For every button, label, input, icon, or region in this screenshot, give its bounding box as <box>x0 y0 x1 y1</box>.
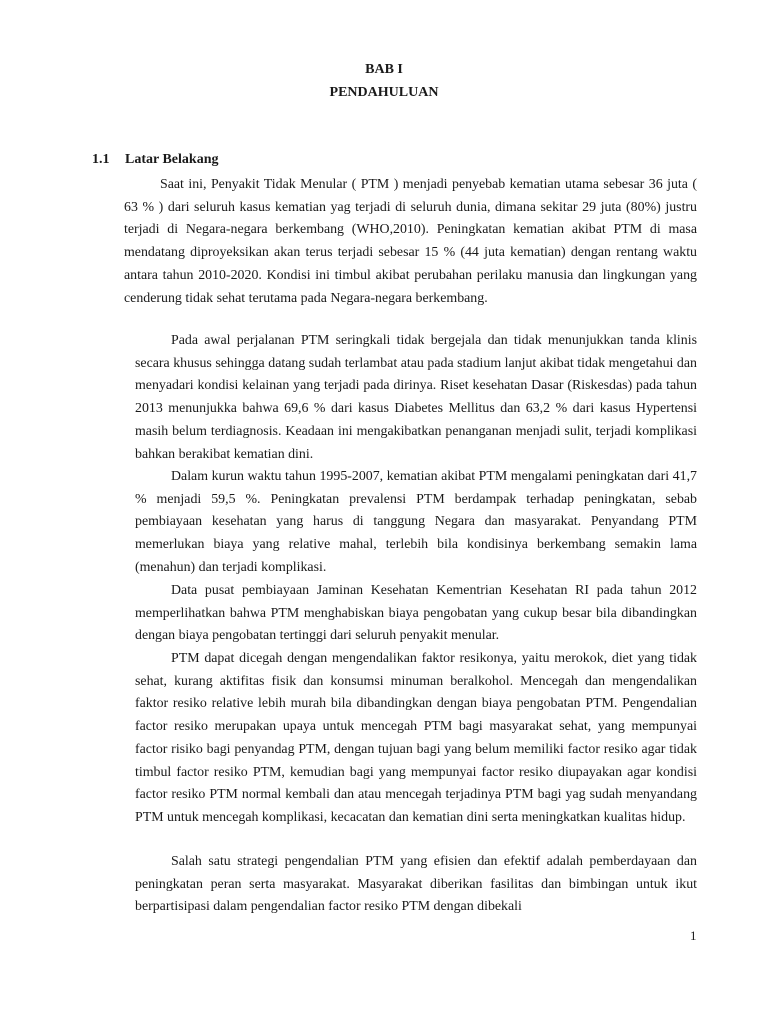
chapter-heading: BAB I <box>365 62 403 77</box>
page-number: 1 <box>690 928 697 943</box>
paragraph-6: Salah satu strategi pengendalian PTM yang efisien dan efektif adalah pemberdayaan dan peningkatan peran serta masyarakat. Masyarakat diberikan fasilitas dan bimbingan untuk ikut berpartisipasi dalam pengendalian factor resiko PTM dengan dibekali <box>135 854 697 915</box>
paragraph-3: Dalam kurun waktu tahun 1995-2007, kematian akibat PTM mengalami peningkatan dari 41,7 % menjadi 59,5 %. Peningkatan prevalensi PTM berdampak terhadap peningkatan, sebab pembiayaan kesehatan yang harus di tanggung Negara dan masyarakat. Penyandang PTM memerlukan biaya yang relative mahal, terlebih bila kondisinya berkembang semakin lama (menahun) dan terjadi komplikasi. <box>135 469 697 575</box>
section-title: Latar Belakang <box>125 152 219 167</box>
paragraph-5: PTM dapat dicegah dengan mengendalikan faktor resikonya, yaitu merokok, diet yang tidak sehat, kurang aktifitas fisik dan konsumsi minuman beralkohol. Mencegah dan mengendalikan faktor resiko relative lebih murah bila dibandingkan dengan biaya pengobatan PTM. Pengendalian factor resiko merupakan upaya untuk mencegah PTM bagi masyarakat sehat, yang mempunyai factor risiko bagi penyandag PTM, dengan tujuan bagi yang belum memiliki factor resiko agar tidak timbul factor resiko PTM, kemudian bagi yang mempunyai factor resiko diupayakan agar kondisi factor resiko PTM normal kembali dan atau mencegah terjadinya PTM bagi yag sudah menyandang PTM untuk mencegah komplikasi, kecacatan dan kematian dini serta meningkatkan kualitas hidup. <box>135 651 697 825</box>
section-number: 1.1 <box>92 152 110 167</box>
paragraph-1: Saat ini, Penyakit Tidak Menular ( PTM ) menjadi penyebab kematian utama sebesar 36 juta ( 63 % ) dari seluruh kasus kematian yag terjadi di seluruh dunia, dimana sekitar 29 juta (80%) justru terjadi di Negara-negara berkembang (WHO,2010). Peningkatan kematian akibat PTM di masa mendatang diproyeksikan akan terus terjadi sebesar 15 % (44 juta kematian) dengan rentang waktu antara tahun 2010-2020. Kondisi ini timbul akibat perubahan perilaku manusia dan lingkungan yang cenderung tidak sehat terutama pada Negara-negara berkembang. <box>124 177 697 306</box>
paragraph-2: Pada awal perjalanan PTM seringkali tidak bergejala dan tidak menunjukkan tanda klinis secara khusus sehingga datang sudah terlambat atau pada stadium lanjut akibat tidak mengetahui dan menyadari kondisi kelainan yang terjadi pada dirinya. Riset kesehatan Dasar (Riskesdas) pada tahun 2013 menunjukka bahwa 69,6 % dari kasus Diabetes Mellitus dan 63,2 % dari kasus Hypertensi masih belum terdiagnosis. Keadaan ini mengakibatkan penanganan menjadi sulit, terjadi komplikasi bahkan berakibat kematian dini. <box>135 333 697 462</box>
chapter-title: PENDAHULUAN <box>329 85 439 100</box>
paragraph-4: Data pusat pembiayaan Jaminan Kesehatan Kementrian Kesehatan RI pada tahun 2012 memperlihatkan bahwa PTM menghabiskan biaya pengobatan yang cukup besar bila dibandingkan dengan biaya pengobatan tertinggi dari seluruh penyakit menular. <box>135 583 697 644</box>
